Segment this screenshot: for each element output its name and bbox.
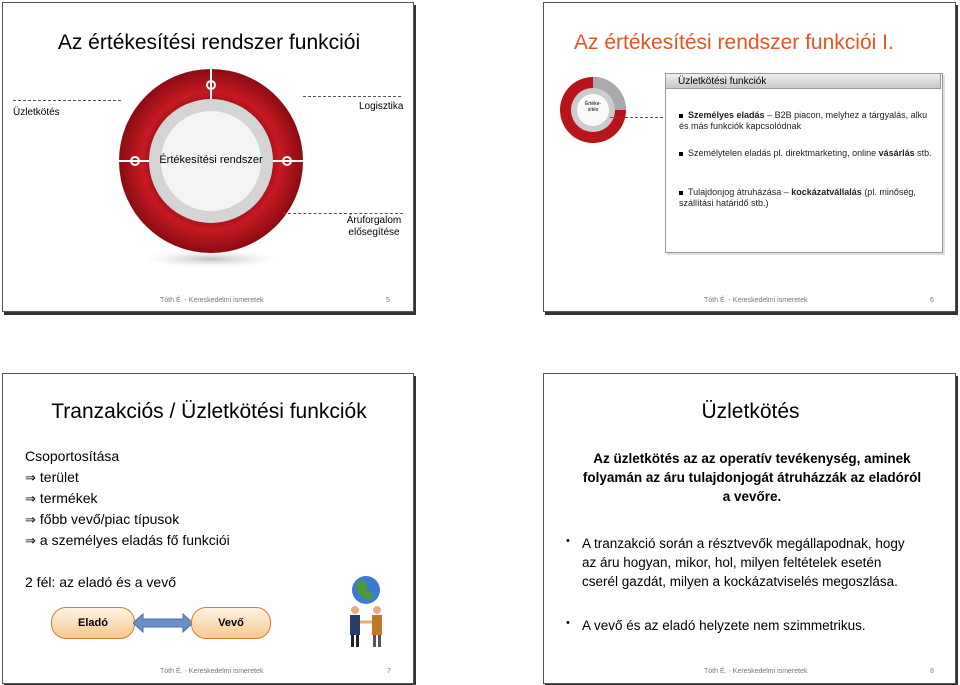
definition-text: Az üzletkötés az az operatív tevékenység, aminek folyamán az áru tulajdonjogát átruházzák az eladóról a vevőre. xyxy=(582,451,922,504)
list-item: Személytelen eladás pl. direktmarketing, online vásárlás stb. xyxy=(679,148,935,159)
slide-title: Az értékesítési rendszer funkciói I. xyxy=(574,31,894,54)
parties-text: 2 fél: az eladó és a vevő xyxy=(25,574,176,590)
functions-box xyxy=(665,73,943,253)
slide-8 xyxy=(543,373,956,684)
arrow-icon: ⇒ xyxy=(25,513,36,528)
slide-7 xyxy=(2,373,414,684)
bullet-icon xyxy=(679,191,683,195)
list-item: Személyes eladás – B2B piacon, melyhez a tárgyalás, alku és más funkciók kapcsolódnak xyxy=(679,110,928,131)
box-header: Üzletkötési funkciók xyxy=(665,73,941,89)
arrow-icon: ⇒ xyxy=(25,492,36,507)
puzzle-ring-diagram xyxy=(111,61,311,276)
footer-text: Tóth É. - Kereskedelmi ismeretek xyxy=(704,297,808,304)
center-label: Értékesítési rendszer xyxy=(159,154,263,166)
intro-text: Csoportosítása xyxy=(25,448,120,464)
bullet-icon: • xyxy=(566,535,570,547)
seller-pill: Eladó xyxy=(51,607,135,639)
label-logisztika: Logisztika xyxy=(359,101,404,112)
footer-text: Tóth É. - Kereskedelmi ismeretek xyxy=(160,297,264,304)
leader-line xyxy=(303,96,401,97)
page-number: 8 xyxy=(930,668,934,675)
leader-line xyxy=(283,213,403,214)
bullet-text: A vevő és az eladó helyzete nem szimmetrikus. xyxy=(582,618,866,633)
slide-5 xyxy=(2,2,414,312)
slide-title: Az értékesítési rendszer funkciói xyxy=(57,31,361,54)
leader-line xyxy=(610,117,668,118)
bullet-icon xyxy=(679,114,683,118)
footer-text: Tóth É. - Kereskedelmi ismeretek xyxy=(160,668,264,675)
page-number: 7 xyxy=(387,668,391,675)
footer-text: Tóth É. - Kereskedelmi ismeretek xyxy=(704,668,808,675)
slide-title: Tranzakciós / Üzletkötési funkciók xyxy=(51,400,367,423)
list-item: Tulajdonjog átruházása – kockázatvállalás (pl. minőség, szállítási határidő stb.) xyxy=(679,187,916,208)
arrow-icon: ⇒ xyxy=(25,534,36,549)
bullet-text: A tranzakció során a résztvevők megállapodnak, hogy az áru hogyan, mikor, hol, milyen feltételek esetén cserél gazdát, milyen a kockázatviselés megoszlása. xyxy=(582,536,905,589)
bullet-icon: • xyxy=(566,617,570,629)
handshake-globe-icon xyxy=(343,574,389,650)
list-item: ⇒ a személyes eladás fő funkciói xyxy=(25,532,230,549)
double-arrow-icon xyxy=(133,612,193,634)
label-aruforgalom: Áruforgalom elősegítése xyxy=(346,215,402,238)
mini-ring-label: Értéke-sítés xyxy=(584,101,602,113)
slide-6 xyxy=(543,2,956,312)
slide-title: Üzletkötés xyxy=(701,400,800,423)
page-number: 6 xyxy=(930,297,934,304)
leader-line xyxy=(13,100,121,101)
list-item: ⇒ termékek xyxy=(25,490,98,507)
arrow-icon: ⇒ xyxy=(25,471,36,486)
bullet-icon xyxy=(679,152,683,156)
list-item: ⇒ főbb vevő/piac típusok xyxy=(25,511,180,528)
buyer-pill: Vevő xyxy=(191,607,271,639)
page-number: 5 xyxy=(386,297,390,304)
label-uzletkotes: Üzletkötés xyxy=(13,107,60,118)
list-item: ⇒ terület xyxy=(25,469,79,486)
